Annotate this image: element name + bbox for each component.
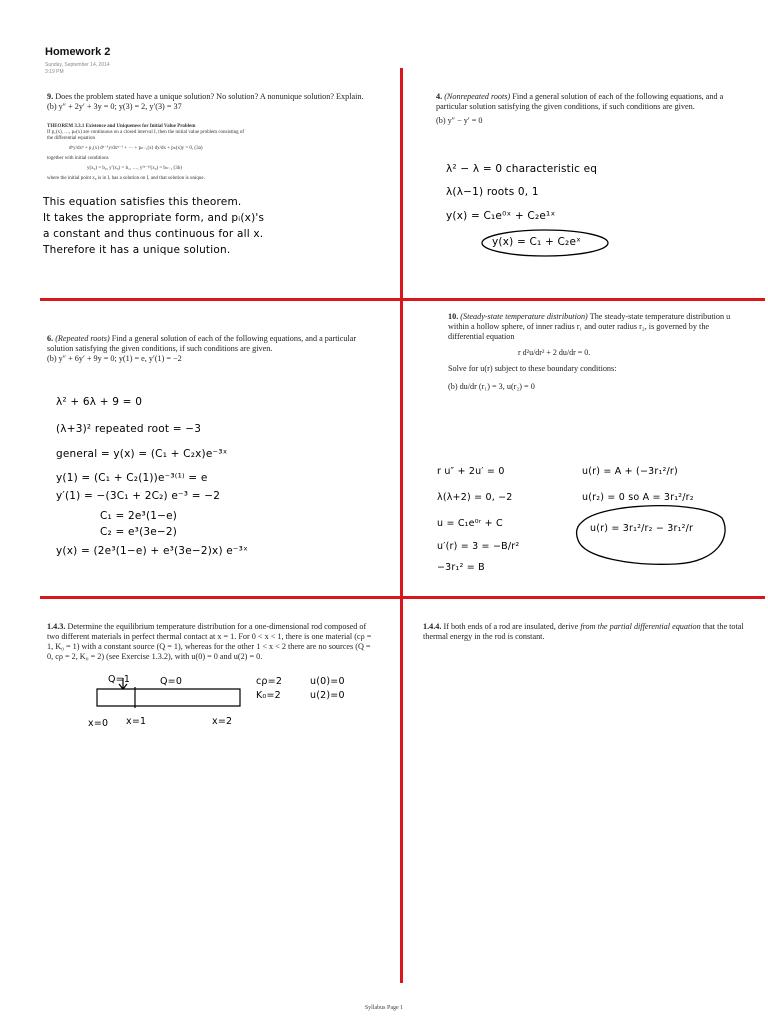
problem-6-topic: (Repeated roots) — [55, 334, 110, 343]
theorem-initial-conditions: y(x₀) = b₀, y′(x₀) = b₁, …, y⁽ⁿ⁻¹⁾(x₀) = bₙ₋₁ (3b) — [87, 166, 182, 171]
problem-10-part: (b) du/dr (r₁) = 3, u(r₂) = 0 — [448, 382, 535, 391]
handwriting-10-left-2: λ(λ+2) = 0, −2 — [437, 492, 513, 503]
answer-circle-4 — [480, 228, 610, 258]
problem-6-number: 6. — [47, 334, 54, 343]
theorem-end: where the initial point x₀ is in I, has a solution on I, and that solution is unique. — [47, 176, 205, 181]
rod-label-x2: x=2 — [212, 716, 233, 727]
horizontal-divider-top — [40, 298, 765, 301]
theorem-body: If p₁(x), …, pₙ(x) are continuous on a closed interval I, then the initial value problem consisting of the differential equation — [47, 130, 245, 141]
problem-10-equation: r d²u/dr² + 2 du/dr = 0. — [518, 348, 591, 357]
problem-9 — [47, 92, 377, 112]
handwriting-10-answer: u(r) = 3r₁²/r₂ − 3r₁²/r — [590, 523, 694, 534]
page-footer: Syllabus Page 1 — [364, 1005, 404, 1011]
problem-1-4-4 — [423, 622, 753, 642]
handwriting-9-line-2: It takes the appropriate form, and pᵢ(x)'s — [43, 212, 265, 224]
problem-9-part: (b) y″ + 2y′ + 3y = 0; y(3) = 2, y′(3) = 37 — [47, 102, 182, 111]
rod-label-u0: u(0)=0 — [310, 676, 345, 687]
problem-6-prompt: Find a general solution of each of the following equations, and a particular solution satisfying the given conditions, if such conditions are given. — [47, 334, 357, 353]
problem-1-4-3-number: 1.4.3. — [47, 622, 66, 631]
problem-1-4-3 — [47, 622, 377, 662]
handwriting-10-left-4: u′(r) = 3 = −B/r² — [437, 541, 520, 552]
handwriting-10-right-1: u(r) = A + (−3r₁²/r) — [582, 466, 678, 477]
handwriting-9-line-4: Therefore it has a unique solution. — [43, 244, 231, 256]
problem-4-number: 4. — [436, 92, 443, 101]
rod-label-q1: Q=1 — [108, 674, 131, 685]
problem-1-4-4-prompt-b: that the total thermal energy in the rod is constant. — [423, 622, 744, 641]
handwriting-10-left-3: u = C₁e⁰ʳ + C — [437, 518, 503, 529]
handwriting-6-line-3: general = y(x) = (C₁ + C₂x)e⁻³ˣ — [56, 448, 228, 460]
handwriting-10-right-2: u(r₂) = 0 so A = 3r₁²/r₂ — [582, 492, 694, 503]
problem-4-part: (b) y″ − y′ = 0 — [436, 116, 483, 125]
handwriting-4-line-2: λ(λ−1) roots 0, 1 — [446, 186, 539, 198]
vertical-divider — [400, 68, 403, 983]
problem-9-number: 9. — [47, 92, 54, 101]
problem-4-prompt: Find a general solution of each of the following equations, and a particular solution satisfying the given conditions, if such conditions are given. — [436, 92, 724, 111]
theorem-equation: dⁿy/dxⁿ + p₁(x) dⁿ⁻¹y/dxⁿ⁻¹ + ··· + pₙ₋₁(x) dy/dx + pₙ(x)y = 0, (3a) — [69, 146, 203, 151]
handwriting-4-line-1: λ² − λ = 0 characteristic eq — [446, 163, 598, 175]
rod-label-x1: x=1 — [126, 716, 147, 727]
handwriting-6-line-7: C₂ = e³(3e−2) — [100, 526, 178, 538]
answer-circle-10 — [572, 500, 730, 568]
problem-9-prompt: Does the problem stated have a unique solution? No solution? A nonunique solution? Explain. — [55, 92, 364, 101]
handwriting-6-line-4: y(1) = (C₁ + C₂(1))e⁻³⁽¹⁾ = e — [56, 472, 208, 484]
handwriting-4-line-3: y(x) = C₁e⁰ˣ + C₂e¹ˣ — [446, 210, 556, 222]
handwriting-10-left-1: r u″ + 2u′ = 0 — [437, 466, 505, 477]
problem-10-number: 10. — [448, 312, 459, 321]
page-title: Homework 2 — [45, 46, 111, 58]
handwriting-6-line-6: C₁ = 2e³(1−e) — [100, 510, 178, 522]
problem-4-topic: (Nonrepeated roots) — [444, 92, 511, 101]
rod-label-k0: K₀=2 — [256, 690, 281, 701]
rod-label-cp: cρ=2 — [256, 676, 283, 687]
problem-10-topic: (Steady-state temperature distribution) — [460, 312, 588, 321]
rod-label-q0: Q=0 — [160, 676, 183, 687]
problem-6 — [47, 334, 377, 364]
page-time: 3:19 PM — [45, 69, 64, 75]
rod-label-x0: x=0 — [88, 718, 109, 729]
problem-6-part: (b) y″ + 6y′ + 9y = 0; y(1) = e, y′(1) = −2 — [47, 354, 182, 363]
horizontal-divider-bottom — [40, 596, 765, 599]
rod-label-u2: u(2)=0 — [310, 690, 345, 701]
problem-1-4-4-prompt-italic: from the partial differential equation — [580, 622, 701, 631]
theorem-title: THEOREM 3.3.1 Existence and Uniqueness for Initial Value Problem — [47, 124, 196, 129]
handwriting-9-line-1: This equation satisfies this theorem. — [43, 196, 242, 208]
page-date: Sunday, September 14, 2014 — [45, 62, 110, 68]
problem-10 — [448, 312, 738, 392]
problem-1-4-4-number: 1.4.4. — [423, 622, 442, 631]
problem-4 — [436, 92, 736, 126]
theorem-mid: together with initial conditions — [47, 156, 109, 161]
handwriting-6-line-2: (λ+3)² repeated root = −3 — [56, 423, 202, 435]
handwriting-6-line-1: λ² + 6λ + 9 = 0 — [56, 396, 143, 408]
handwriting-10-left-5: −3r₁² = B — [437, 562, 485, 573]
problem-1-4-3-prompt: Determine the equilibrium temperature distribution for a one-dimensional rod composed of two different materials in perfect thermal contact at x = 1. For 0 < x < 1, there is one material (cρ = 1, K₀ = 1) with a constant source (Q = 1), whereas for the other 1 < x < 2 there are no sources (Q = 0, cρ = 2, K₀ = 2) (see Exercise 1.3.2), with u(0) = 0 and u(2) = 0. — [47, 622, 372, 661]
problem-10-instructions: Solve for u(r) subject to these boundary conditions: — [448, 364, 617, 373]
handwriting-4-answer: y(x) = C₁ + C₂eˣ — [492, 236, 581, 248]
problem-10-prompt: The steady-state temperature distribution u within a hollow sphere, of inner radius r₁ and outer radius r₂, is governed by the differential equation — [448, 312, 731, 341]
handwriting-6-line-5: y′(1) = −(3C₁ + 2C₂) e⁻³ = −2 — [56, 490, 221, 502]
handwriting-9-line-3: a constant and thus continuous for all x. — [43, 228, 264, 240]
theorem-box — [47, 124, 247, 182]
problem-1-4-4-prompt-a: If both ends of a rod are insulated, derive — [443, 622, 579, 631]
handwriting-6-line-8: y(x) = (2e³(1−e) + e³(3e−2)x) e⁻³ˣ — [56, 545, 248, 557]
